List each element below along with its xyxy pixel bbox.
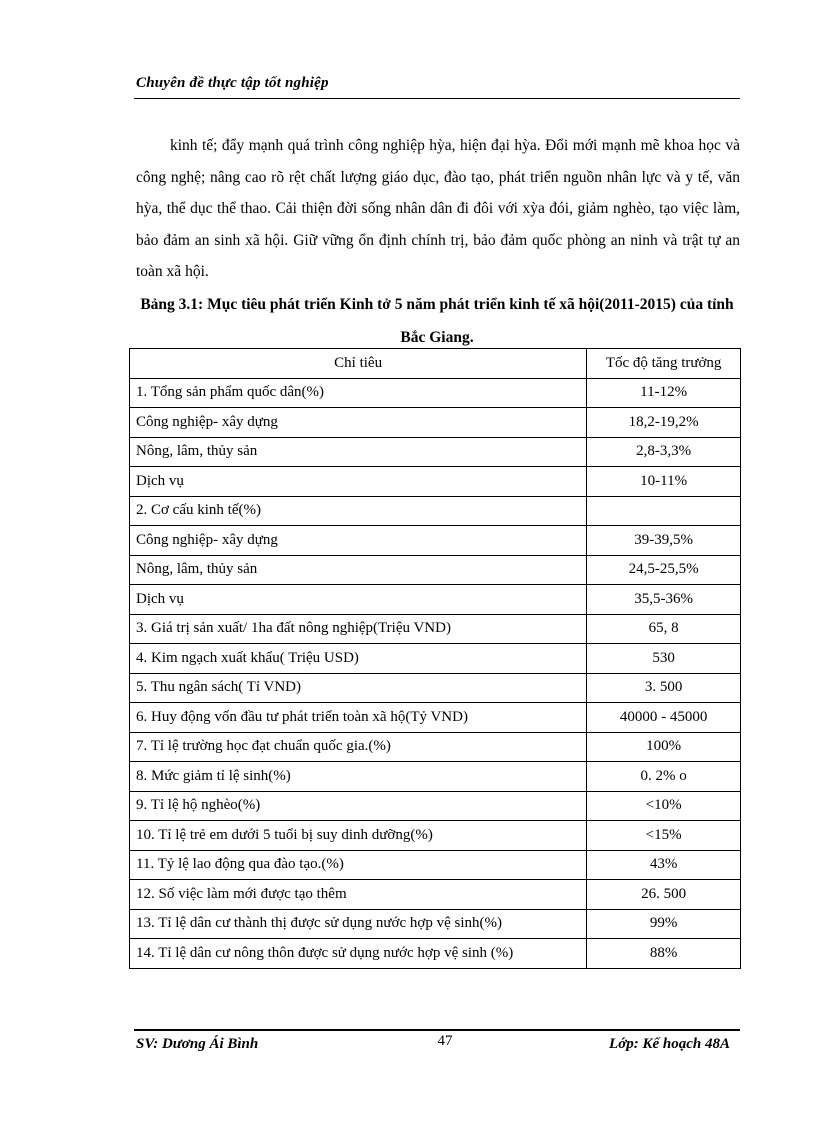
table-row [130, 939, 741, 969]
indicator-cell: 7. Tỉ lệ trường học đạt chuẩn quốc gia.(%) [130, 732, 587, 762]
page-header-title: Chuyên đề thực tập tốt nghiệp [136, 75, 329, 91]
table-row [130, 496, 741, 526]
growth-rate-cell: 35,5-36% [587, 585, 741, 615]
table-row [130, 555, 741, 585]
growth-rate-cell: 24,5-25,5% [587, 555, 741, 585]
table-row [130, 378, 741, 408]
indicator-cell: Công nghiệp- xây dựng [130, 408, 587, 438]
indicator-cell: 1. Tổng sản phẩm quốc dân(%) [130, 378, 587, 408]
table-row [130, 673, 741, 703]
indicator-cell: 8. Mức giảm tỉ lệ sinh(%) [130, 762, 587, 792]
table-row [130, 467, 741, 497]
table-row [130, 703, 741, 733]
column-header-indicator: Chỉ tiêu [130, 349, 587, 379]
indicator-cell: Công nghiệp- xây dựng [130, 526, 587, 556]
indicator-cell: 2. Cơ cấu kinh tế(%) [130, 496, 587, 526]
table-row [130, 762, 741, 792]
indicator-cell: 9. Tỉ lệ hộ nghèo(%) [130, 791, 587, 821]
growth-rate-cell: 65, 8 [587, 614, 741, 644]
growth-rate-cell: 2,8-3,3% [587, 437, 741, 467]
growth-rate-cell: 99% [587, 909, 741, 939]
indicator-cell: 10. Tỉ lệ trẻ em dưới 5 tuổi bị suy dinh dưỡng(%) [130, 821, 587, 851]
page-number: 47 [437, 1033, 453, 1049]
footer-divider [134, 1029, 740, 1031]
indicator-cell: 6. Huy động vốn đầu tư phát triển toàn xã hộ(Tỷ VND) [130, 703, 587, 733]
table-body [130, 378, 741, 968]
indicator-cell: 11. Tỷ lệ lao động qua đào tạo.(%) [130, 850, 587, 880]
growth-rate-cell: 26. 500 [587, 880, 741, 910]
table-row [130, 614, 741, 644]
growth-rate-cell: 18,2-19,2% [587, 408, 741, 438]
table-row [130, 585, 741, 615]
body-paragraph: kinh tế; đẩy mạnh quá trình công nghiệp hỳa, hiện đại hỳa. Đổi mới mạnh mẽ khoa học và công nghệ; nâng cao rõ rệt chất lượng giáo dục, đào tạo, phát triển nguồn nhân lực và y tế, văn hỳa, thể dục thể thao. Cải thiện đời sống nhân dân đi đôi với xỳa đói, giảm nghèo, tạo việc làm, bảo đảm an sinh xã hội. Giữ vững ổn định chính trị, bảo đảm quốc phòng an ninh và trật tự an toàn xã hội. [136, 137, 740, 280]
growth-rate-cell: <15% [587, 821, 741, 851]
indicator-cell: 12. Số việc làm mới được tạo thêm [130, 880, 587, 910]
growth-rate-cell: 43% [587, 850, 741, 880]
footer-student-name: SV: Dương Ái Bình [136, 1036, 259, 1052]
indicator-cell: Dịch vụ [130, 467, 587, 497]
growth-rate-cell: 40000 - 45000 [587, 703, 741, 733]
table-row [130, 850, 741, 880]
growth-rate-cell: 530 [587, 644, 741, 674]
table-caption: Bảng 3.1: Mục tiêu phát triển Kinh tở 5 năm phát triển kinh tế xã hội(2011-2015) của tỉnh Bắc Giang. [140, 296, 734, 346]
column-header-growth-rate: Tốc độ tăng trưởng [587, 349, 741, 379]
indicator-cell: 4. Kim ngạch xuất khẩu( Triệu USD) [130, 644, 587, 674]
targets-table [129, 348, 741, 969]
indicator-cell: Nông, lâm, thủy sản [130, 555, 587, 585]
growth-rate-cell: 10-11% [587, 467, 741, 497]
growth-rate-cell [587, 496, 741, 526]
table-header-row [130, 349, 741, 379]
growth-rate-cell: 11-12% [587, 378, 741, 408]
indicator-cell: Nông, lâm, thủy sản [130, 437, 587, 467]
growth-rate-cell: 0. 2% o [587, 762, 741, 792]
table-row [130, 732, 741, 762]
indicator-cell: Dịch vụ [130, 585, 587, 615]
indicator-cell: 14. Tỉ lệ dân cư nông thôn được sử dụng nước hợp vệ sinh (%) [130, 939, 587, 969]
growth-rate-cell: 39-39,5% [587, 526, 741, 556]
table-row [130, 821, 741, 851]
table-row [130, 437, 741, 467]
table-row [130, 909, 741, 939]
table-row [130, 880, 741, 910]
table-row [130, 791, 741, 821]
header-divider [134, 98, 740, 99]
indicator-cell: 5. Thu ngân sách( Tỉ VND) [130, 673, 587, 703]
growth-rate-cell: 100% [587, 732, 741, 762]
footer-class-name: Lớp: Kế hoạch 48A [609, 1036, 730, 1052]
table-row [130, 644, 741, 674]
indicator-cell: 3. Giá trị sản xuất/ 1ha đất nông nghiệp(Triệu VND) [130, 614, 587, 644]
growth-rate-cell: <10% [587, 791, 741, 821]
indicator-cell: 13. Tỉ lệ dân cư thành thị được sử dụng nước hợp vệ sinh(%) [130, 909, 587, 939]
table-row [130, 408, 741, 438]
growth-rate-cell: 88% [587, 939, 741, 969]
growth-rate-cell: 3. 500 [587, 673, 741, 703]
table-row [130, 526, 741, 556]
